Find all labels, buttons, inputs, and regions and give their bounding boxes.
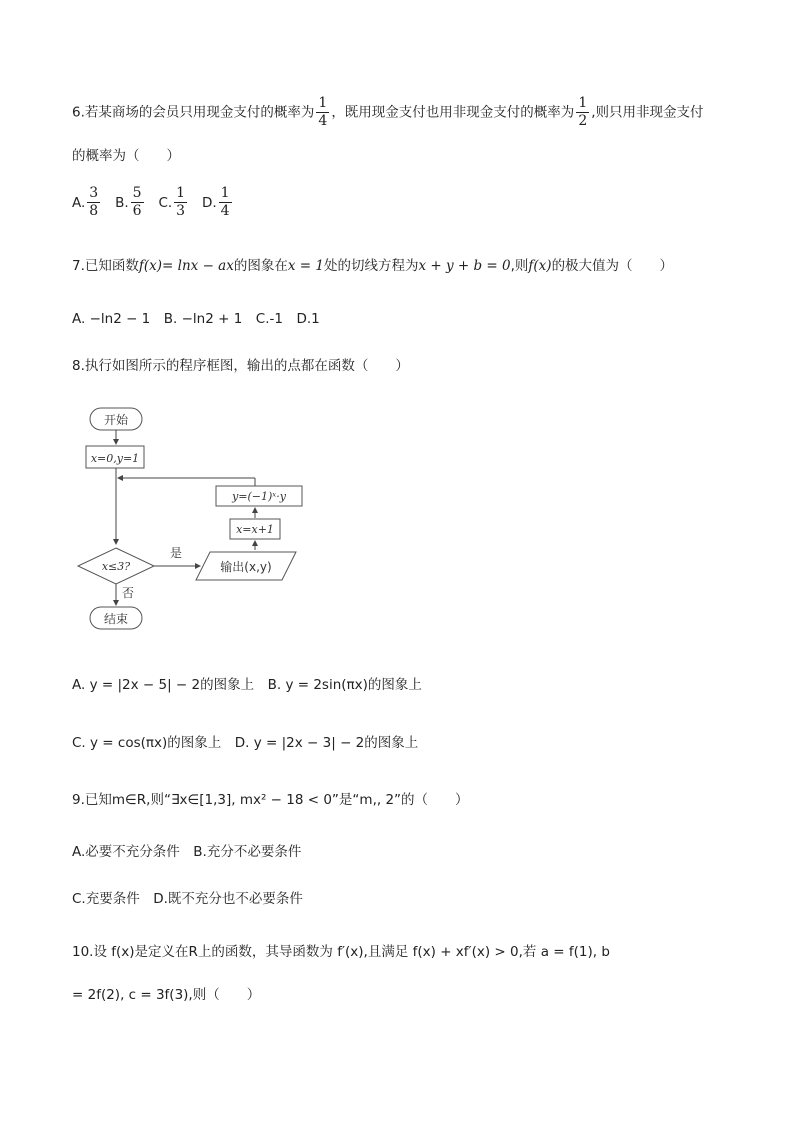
flow-end-label: 结束 — [103, 612, 129, 626]
q7-options: A. −ln2 − 1 B. −ln2 + 1 C.-1 D.1 — [72, 311, 320, 327]
q7-math-fx2: f(x) — [528, 258, 552, 274]
q9-option-ab: A.必要不充分条件 B.充分不必要条件 — [72, 844, 302, 860]
q6-fraction-1: $\frac{1}{4}$ — [318, 95, 328, 129]
q7-math-x1: x = 1 — [287, 258, 324, 274]
q6-fraction-2: $\frac{1}{2}$ — [578, 95, 588, 129]
flow-start-label: 开始 — [103, 413, 129, 427]
q8-option-ab: A. y = |2x − 5| − 2的图象上 B. y = 2sin(πx)的图象上 — [72, 677, 422, 693]
flow-decision-label: x≤3? — [101, 560, 131, 573]
q6-option-d: D. $\frac{1}{4}$ — [201, 185, 230, 219]
q6-option-a: A. $\frac{3}{8}$ — [72, 185, 99, 219]
flow-no-label: 否 — [121, 586, 135, 600]
flow-yes-label: 是 — [169, 546, 183, 560]
q6-text-2: ，既用现金支付也用非现金支付的概率为 — [331, 104, 575, 121]
q8-question: 8.执行如图所示的程序框图，输出的点都在函数（ ） — [72, 358, 409, 374]
flow-inc-label: x=x+1 — [236, 523, 274, 536]
q6-line1 — [72, 96, 704, 129]
q7-math-fx: f(x) — [138, 258, 163, 274]
q6-options — [72, 186, 234, 219]
q8-option-cd: C. y = cos(πx)的图象上 D. y = |2x − 3| − 2的图象上 — [72, 735, 419, 751]
flow-init-label: x=0,y=1 — [90, 452, 140, 465]
q8-flowchart — [70, 402, 320, 637]
q7-math-tangent: x + y + b = 0 — [418, 258, 511, 274]
q6-line2: 的概率为（ ） — [72, 148, 180, 164]
q7-line1: 7.已知函数f(x)= lnx − ax的图象在x = 1处的切线方程为x + y + b = 0,则f(x)的极大值为（ ） — [72, 258, 674, 274]
q10-line1: 10.设 f(x)是定义在R上的函数，其导函数为 f′(x),且满足 f(x) + xf′(x) > 0,若 a = f(1), b — [72, 944, 610, 960]
q9-option-cd: C.充要条件 D.既不充分也不必要条件 — [72, 891, 303, 907]
flow-update-label: y=(−1)ˣ·y — [232, 490, 286, 503]
q6-option-b: B. $\frac{5}{6}$ — [115, 185, 142, 219]
q9-question: 9.已知m∈R,则“∃x∈[1,3], mx² − 18 < 0”是“m,, 2”的（ ） — [72, 792, 469, 808]
q6-text-1: 6.若某商场的会员只用现金支付的概率为 — [72, 104, 315, 121]
q6-text-3: ,则只用非现金支付 — [591, 104, 704, 121]
q10-line2: = 2f(2), c = 3f(3),则（ ） — [72, 987, 261, 1003]
flow-output-label: 输出(x,y) — [220, 560, 272, 574]
q7-math-expr: = lnx − ax — [162, 258, 234, 274]
q6-option-c: C. $\frac{1}{3}$ — [158, 185, 186, 219]
